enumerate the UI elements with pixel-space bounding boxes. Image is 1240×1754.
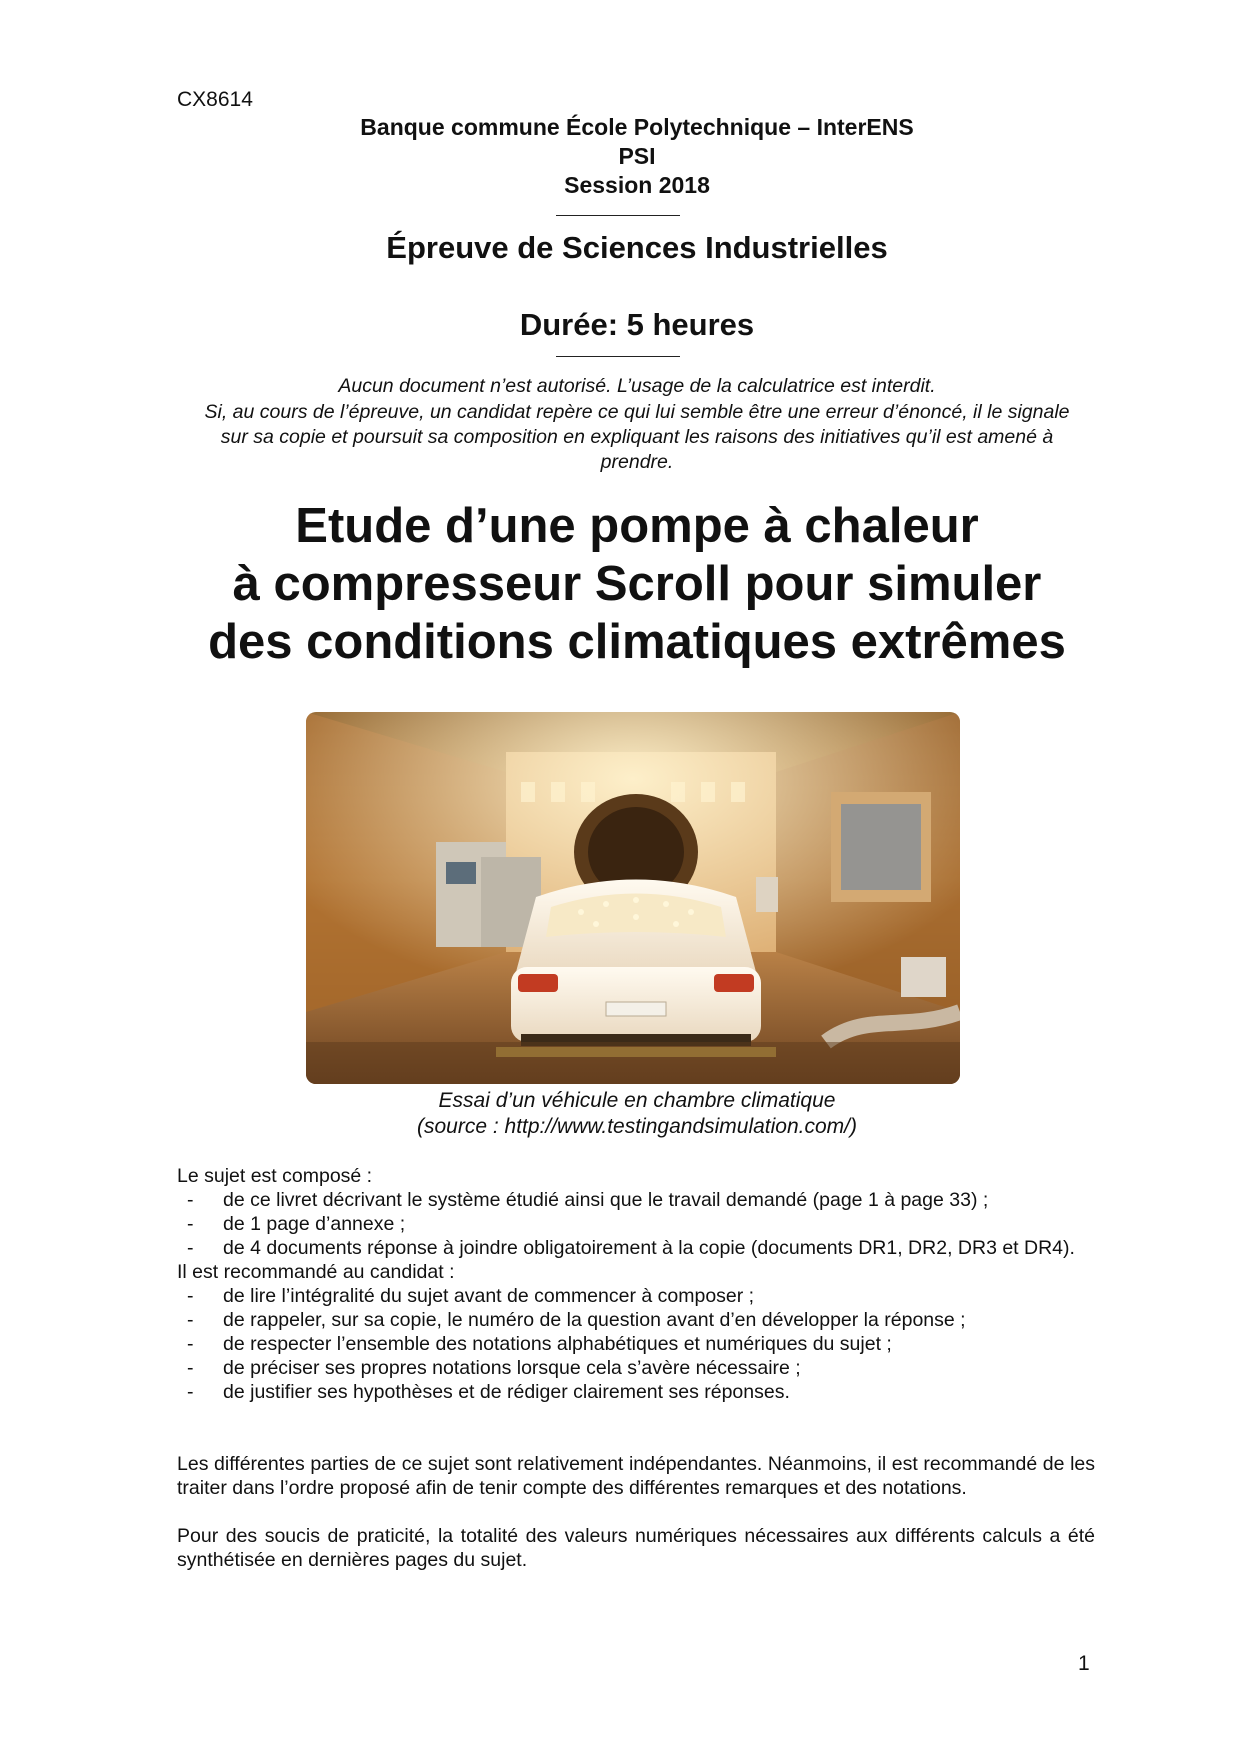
recommendations-intro: Il est recommandé au candidat : — [177, 1261, 455, 1283]
exam-bank: Banque commune École Polytechnique – InterENS — [360, 114, 914, 140]
subject-title-line-1: Etude d’une pompe à chaleur — [295, 499, 979, 553]
list-item: - de respecter l’ensemble des notations alphabétiques et numériques du sujet ; — [177, 1332, 1095, 1356]
header-divider — [556, 215, 680, 216]
composition-list — [177, 1188, 1095, 1260]
instruction-errors: Si, au cours de l’épreuve, un candidat repère ce qui lui semble être une erreur d’énoncé, il le signale sur sa copie et poursuit sa composition en expliquant les raisons des initiatives qu’il est amené à prendre. — [204, 401, 1070, 473]
exam-session: Session 2018 — [564, 172, 710, 198]
list-item: - de justifier ses hypothèses et de rédiger clairement ses réponses. — [177, 1380, 1095, 1404]
exam-track: PSI — [618, 143, 656, 169]
climate-chamber-photo — [306, 712, 960, 1084]
list-item: - de préciser ses propres notations lorsque cela s’avère nécessaire ; — [177, 1356, 1095, 1380]
photo-caption: Essai d’un véhicule en chambre climatique — [438, 1089, 836, 1112]
composition-section — [177, 1164, 1095, 1404]
paragraph-independence: Les différentes parties de ce sujet sont relativement indépendantes. Néanmoins, il est recommandé de les traiter dans l’ordre proposé afin de tenir compte des différentes remarques et des notations. — [177, 1453, 1095, 1499]
composition-intro: Le sujet est composé : — [177, 1165, 373, 1187]
list-item: - de ce livret décrivant le système étudié ainsi que le travail demandé (page 1 à page 33) ; — [177, 1188, 1095, 1212]
subject-title-line-2: à compresseur Scroll pour simuler — [232, 557, 1042, 611]
exam-duration: Durée: 5 heures — [519, 307, 755, 342]
duration-divider — [556, 356, 680, 357]
exam-subject: Épreuve de Sciences Industrielles — [386, 230, 888, 265]
paragraph-numerical-values: Pour des soucis de praticité, la totalité des valeurs numériques nécessaires aux différents calculs a été synthétisée en dernières pages du sujet. — [177, 1525, 1095, 1571]
instruction-documents: Aucun document n’est autorisé. L’usage de la calculatrice est interdit. — [338, 375, 936, 397]
document-code: CX8614 — [177, 88, 253, 111]
list-item: - de lire l’intégralité du sujet avant de commencer à composer ; — [177, 1284, 1095, 1308]
recommendations-list — [177, 1284, 1095, 1404]
list-item: - de 1 page d’annexe ; — [177, 1212, 1095, 1236]
list-item: - de rappeler, sur sa copie, le numéro de la question avant d’en développer la réponse ; — [177, 1308, 1095, 1332]
subject-title-line-3: des conditions climatiques extrêmes — [208, 615, 1066, 669]
list-item: - de 4 documents réponse à joindre obligatoirement à la copie (documents DR1, DR2, DR3 et DR4). — [177, 1236, 1095, 1260]
page-number: 1 — [1078, 1652, 1090, 1675]
photo-source: (source : http://www.testingandsimulation.com/) — [416, 1115, 857, 1138]
